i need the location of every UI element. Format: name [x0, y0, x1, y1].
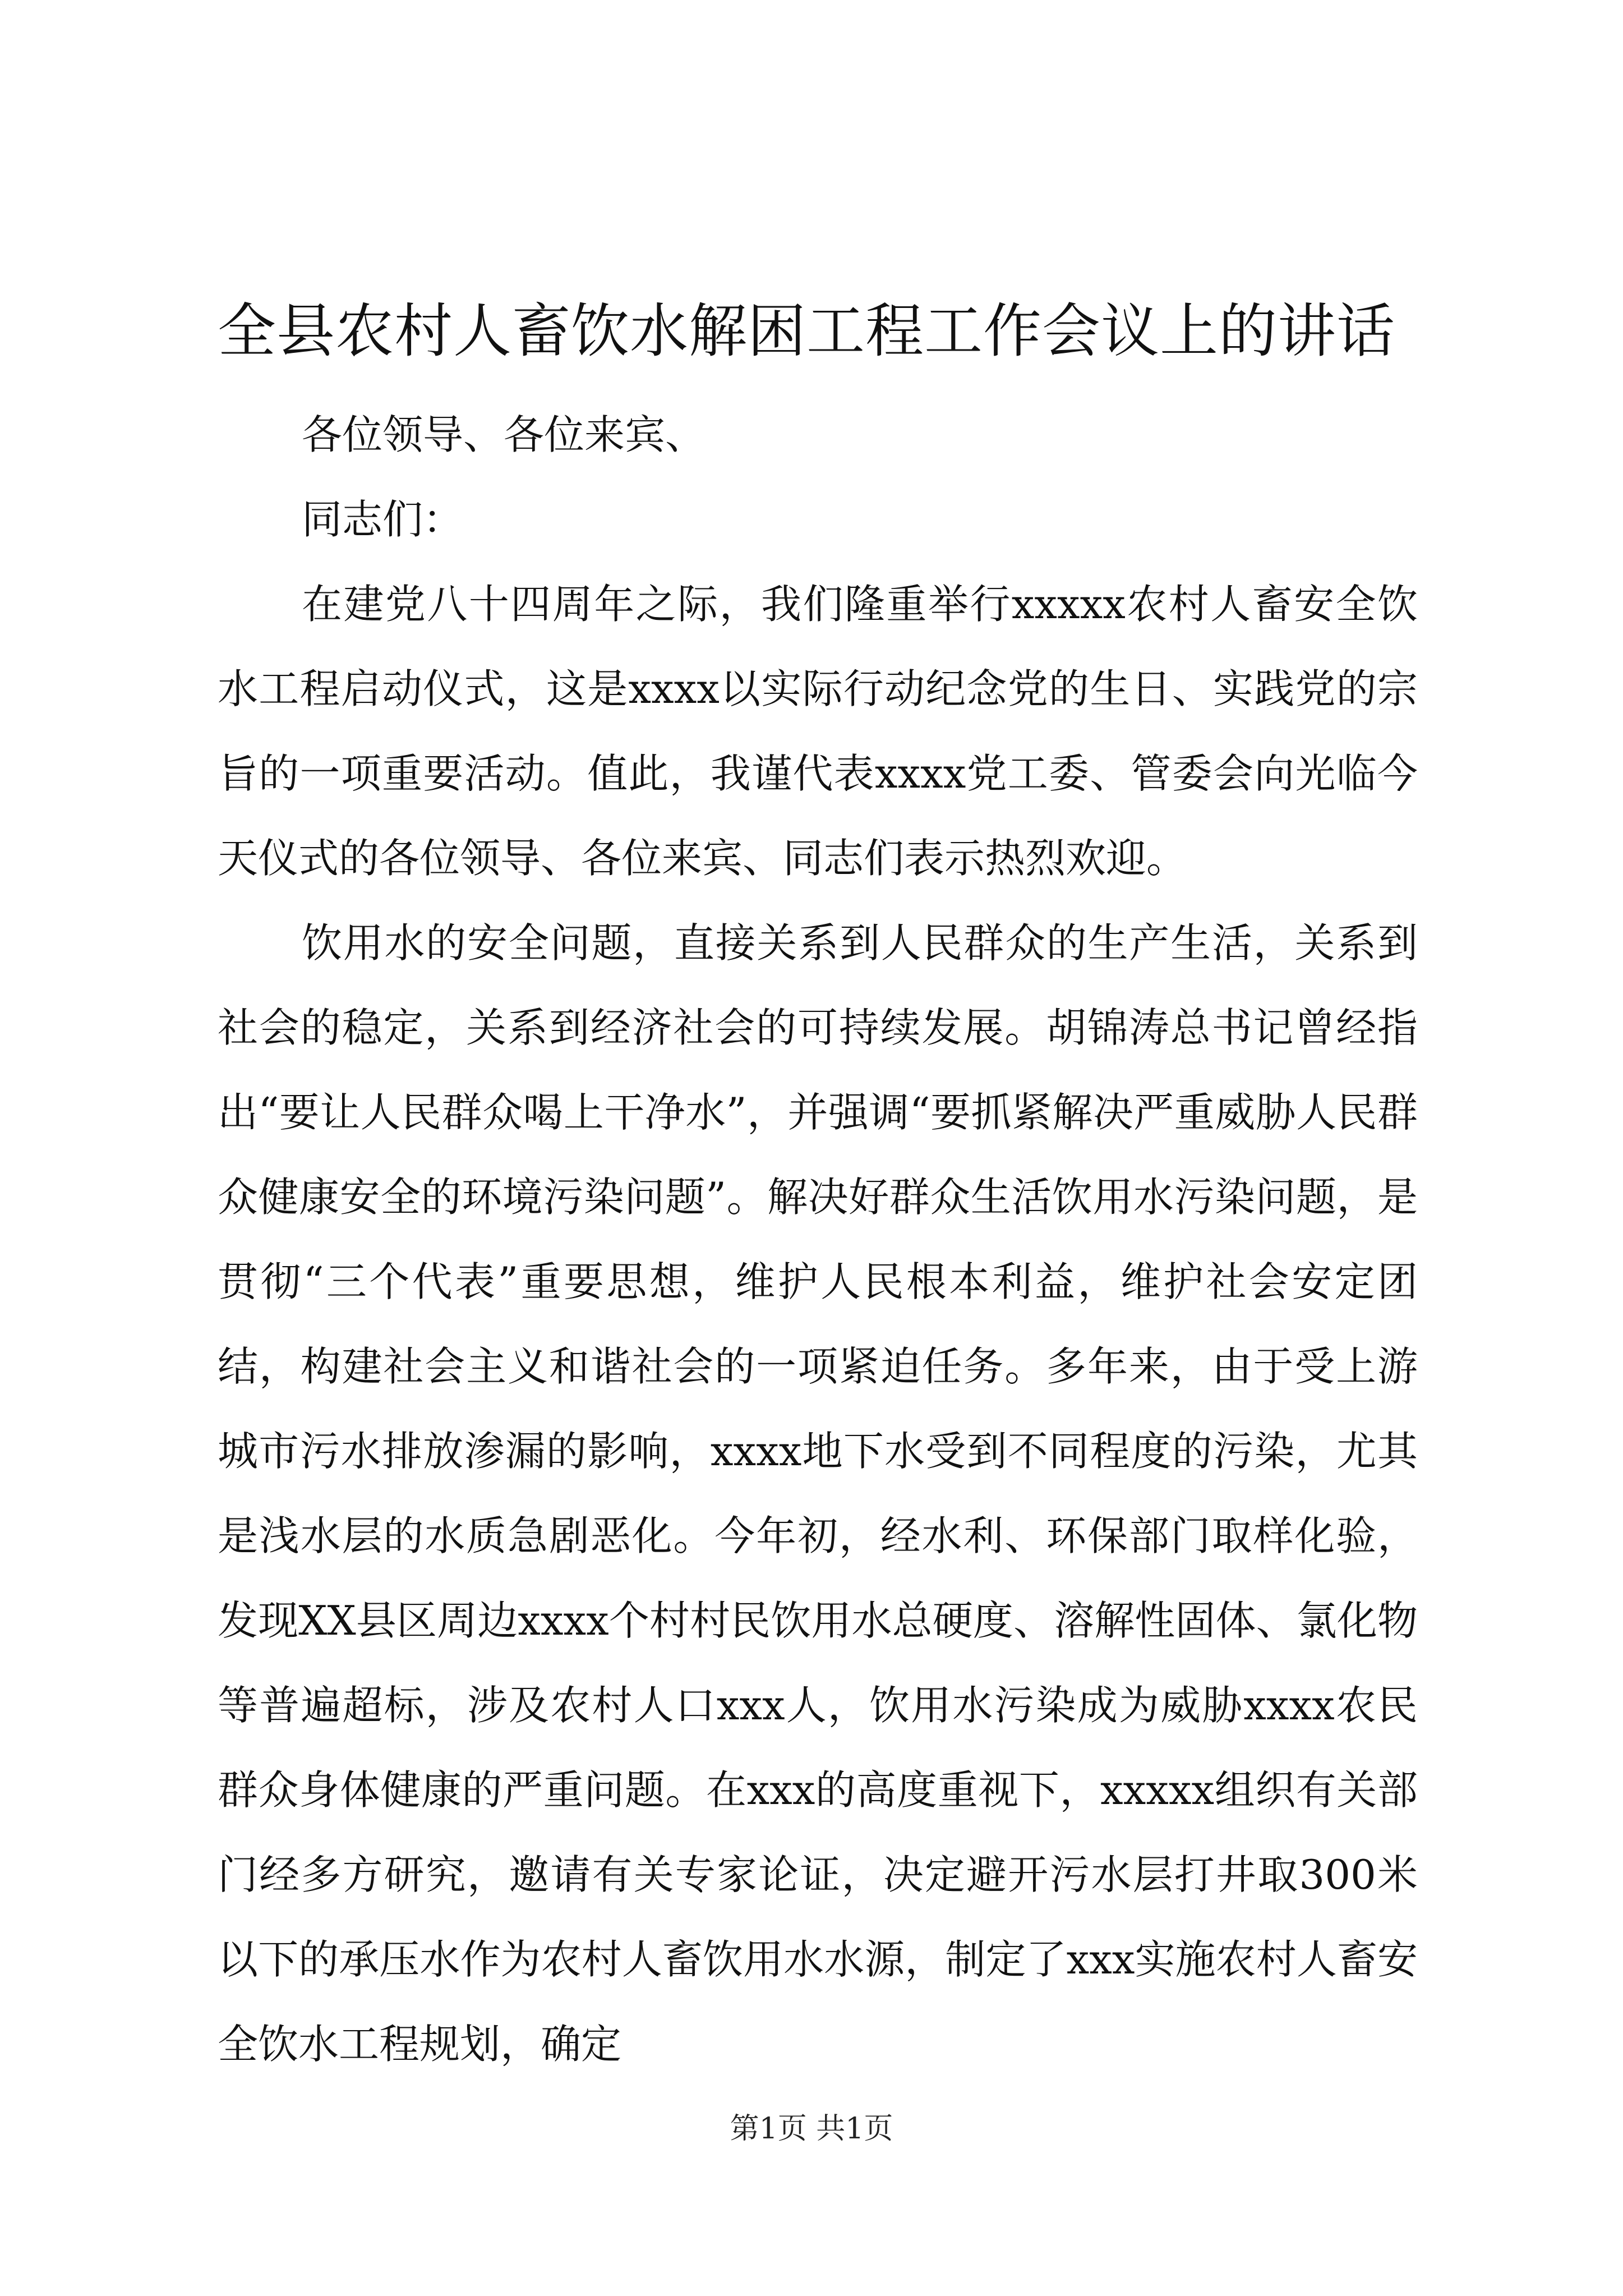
paragraph: 在建党八十四周年之际，我们隆重举行xxxxx农村人畜安全饮水工程启动仪式，这是xxxx以实际行动纪念党的生日、实践党的宗旨的一项重要活动。值此，我谨代表xxxx党工委、管委会向光临今天仪式的各位领导、各位来宾、同志们表示热烈欢迎。 [218, 581, 1418, 882]
salutation-line: 同志们： [302, 496, 464, 543]
salutation-line: 各位领导、各位来宾、 [302, 411, 706, 458]
page-footer: 第1页 共1页 [730, 2112, 893, 2146]
document-title: 全县农村人畜饮水解困工程工作会议上的讲话 [218, 297, 1396, 365]
document-body [218, 393, 1418, 2087]
paragraph: 饮用水的安全问题，直接关系到人民群众的生产生活，关系到社会的稳定，关系到经济社会的可持续发展。胡锦涛总书记曾经指出“要让人民群众喝上干净水”，并强调“要抓紧解决严重威胁人民群众健康安全的环境污染问题”。解决好群众生活饮用水污染问题，是贯彻“三个代表”重要思想，维护人民根本利益，维护社会安定团结，构建社会主义和谐社会的一项紧迫任务。多年来，由于受上游城市污水排放渗漏的影响，xxxx地下水受到不同程度的污染，尤其是浅水层的水质急剧恶化。今年初，经水利、环保部门取样化验，发现XX县区周边xxxx个村村民饮用水总硬度、溶解性固体、氯化物等普遍超标，涉及农村人口xxx人，饮用水污染成为威胁xxxx农民群众身体健康的严重问题。在xxx的高度重视下，xxxxx组织有关部门经多方研究，邀请有关专家论证，决定避开污水层打井取300米以下的承压水作为农村人畜饮用水水源，制定了xxx实施农村人畜安全饮水工程规划，确定 [218, 919, 1418, 2068]
